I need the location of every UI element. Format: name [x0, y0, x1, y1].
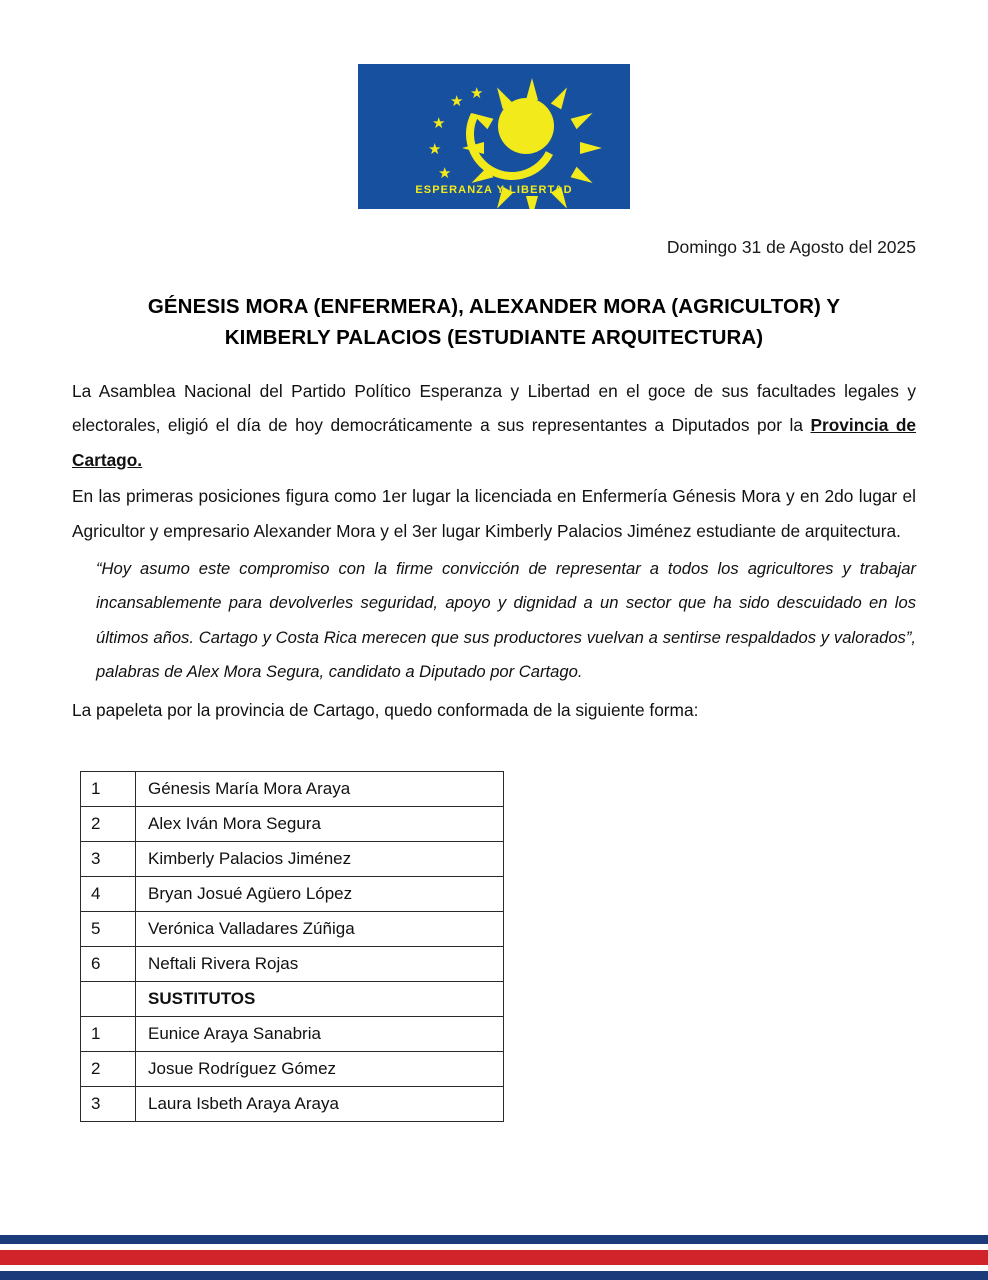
ballot-candidate-name: Bryan Josué Agüero López: [136, 877, 504, 912]
ballot-position-number: 3: [81, 842, 136, 877]
table-row: [81, 877, 504, 912]
footer-stripes: [0, 1235, 988, 1280]
table-row: [81, 1017, 504, 1052]
document-date: Domingo 31 de Agosto del 2025: [666, 237, 916, 257]
ballot-position-number: 1: [81, 1017, 136, 1052]
ballot-position-number: 3: [81, 1087, 136, 1122]
ballot-candidate-name: Alex Iván Mora Segura: [136, 807, 504, 842]
page-title: GÉNESIS MORA (ENFERMERA), ALEXANDER MORA (AGRICULTOR) Y KIMBERLY PALACIOS (ESTUDIANTE ARQUITECTURA): [147, 295, 841, 349]
party-logo: [72, 0, 916, 209]
table-row: [81, 947, 504, 982]
province-highlight: Provincia de Cartago.: [72, 415, 916, 470]
paragraph-closing: La papeleta por la provincia de Cartago, quedo conformada de la siguiente forma:: [72, 699, 699, 720]
table-row: [81, 982, 504, 1017]
ballot-candidate-name: Eunice Araya Sanabria: [136, 1017, 504, 1052]
paragraph-positions: En las primeras posiciones figura como 1er lugar la licenciada en Enfermería Génesis Mora y en 2do lugar el Agricultor y empresario Alexander Mora y el 3er lugar Kimberly Palacios Jiménez estudiante de arquitectura.: [72, 486, 916, 541]
ballot-position-number: 4: [81, 877, 136, 912]
ballot-position-number: 2: [81, 807, 136, 842]
star-icon: ★: [438, 165, 452, 182]
ballot-position-number: 5: [81, 912, 136, 947]
star-icon: ★: [470, 85, 484, 102]
candidate-quote: “Hoy asumo este compromiso con la firme convicción de representar a todos los agricultores y trabajar incansablemente para devolverles seguridad, apoyo y dignidad a un sector que ha sido descuidado en los últimos años. Cartago y Costa Rica merecen que sus productores vuelvan a sentirse respaldados y valorados”, palabras de Alex Mora Segura, candidato a Diputado por Cartago.: [96, 559, 916, 681]
table-row: [81, 1052, 504, 1087]
ballot-position-number: 6: [81, 947, 136, 982]
ballot-position-number: 1: [81, 772, 136, 807]
ballot-section-header: SUSTITUTOS: [136, 982, 504, 1017]
star-icon: ★: [450, 93, 464, 110]
ballot-position-number: 2: [81, 1052, 136, 1087]
star-icon: ★: [432, 115, 446, 132]
ballot-table: [80, 771, 504, 1122]
ballot-candidate-name: Verónica Valladares Zúñiga: [136, 912, 504, 947]
ballot-position-number: [81, 982, 136, 1017]
paragraph-intro: [72, 374, 916, 478]
table-row: [81, 912, 504, 947]
ballot-candidate-name: Laura Isbeth Araya Araya: [136, 1087, 504, 1122]
ballot-candidate-name: Génesis María Mora Araya: [136, 772, 504, 807]
star-icon: ★: [428, 141, 442, 158]
party-flag-icon: [358, 64, 630, 209]
ballot-candidate-name: Josue Rodríguez Gómez: [136, 1052, 504, 1087]
stripe-blue-bottom: [0, 1271, 988, 1280]
table-row: [81, 842, 504, 877]
stripe-red: [0, 1250, 988, 1265]
ballot-table-wrapper: [80, 771, 916, 1122]
table-row: [81, 772, 504, 807]
paragraph-intro-text: La Asamblea Nacional del Partido Político Esperanza y Libertad en el goce de sus facultades legales y electorales, eligió el día de hoy democráticamente a sus representantes a Diputados por la: [72, 380, 916, 436]
ballot-candidate-name: Neftali Rivera Rojas: [136, 947, 504, 982]
table-row: [81, 1087, 504, 1122]
table-row: [81, 807, 504, 842]
stripe-blue-top: [0, 1235, 988, 1244]
ballot-candidate-name: Kimberly Palacios Jiménez: [136, 842, 504, 877]
party-slogan: ESPERANZA Y LIBERTAD: [415, 184, 573, 196]
